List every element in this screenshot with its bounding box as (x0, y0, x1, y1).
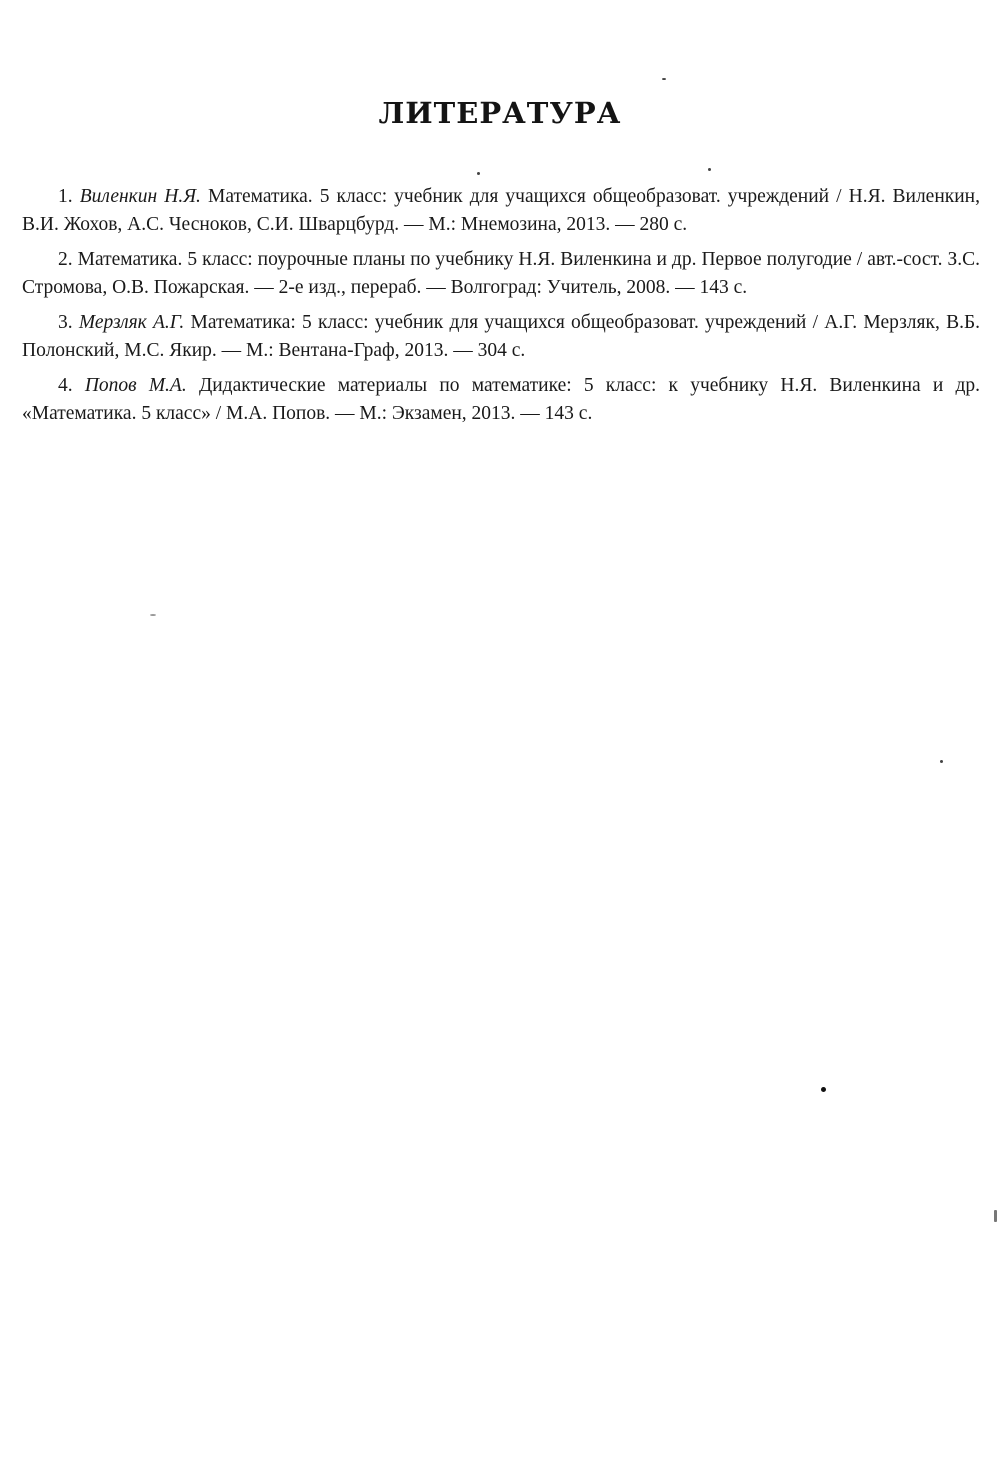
reference-item (22, 309, 980, 365)
reference-number: 3. (58, 312, 73, 333)
reference-author: Мерзляк А.Г. (78, 312, 185, 333)
scan-speck (940, 760, 943, 763)
reference-author: Виленкин Н.Я. (79, 186, 201, 207)
reference-list (22, 183, 980, 435)
reference-number: 2. (58, 249, 73, 270)
reference-number: 1. (58, 186, 73, 207)
scan-speck (662, 78, 666, 80)
scan-speck (821, 1087, 826, 1092)
reference-number: 4. (58, 375, 73, 396)
reference-text: Математика. 5 класс: поурочные планы по учебнику Н.Я. Виленкина и др. Первое полугодие / авт.-сост. З.С. Стромова, О.В. Пожарская. — 2-е изд., перераб. — Волгоград: Учитель, 2008. — 143 с. (22, 249, 981, 298)
scan-speck (708, 168, 711, 171)
reference-text: Дидактические материалы по математике: 5 класс: к учебнику Н.Я. Виленкина и др. «Математика. 5 класс» / М.А. Попов. — М.: Экзамен, 2013. — 143 с. (22, 375, 981, 424)
scan-speck (994, 1210, 997, 1222)
reference-text: Математика. 5 класс: учебник для учащихся общеобразоват. учреждений / Н.Я. Виленкин, В.И. Жохов, А.С. Чесноков, С.И. Шварцбурд. — М.: Мнемозина, 2013. — 280 с. (22, 186, 980, 235)
reference-item (22, 246, 980, 302)
scan-speck (150, 614, 156, 616)
page-title: ЛИТЕРАТУРА (378, 96, 622, 130)
reference-text: Математика: 5 класс: учебник для учащихся общеобразоват. учреждений / А.Г. Мерзляк, В.Б. Полонский, М.С. Якир. — М.: Вентана-Граф, 2013. — 304 с. (22, 312, 981, 361)
reference-author: Попов М.А. (84, 375, 187, 396)
reference-item (22, 183, 980, 239)
scan-speck (477, 172, 480, 175)
reference-item (22, 372, 980, 428)
